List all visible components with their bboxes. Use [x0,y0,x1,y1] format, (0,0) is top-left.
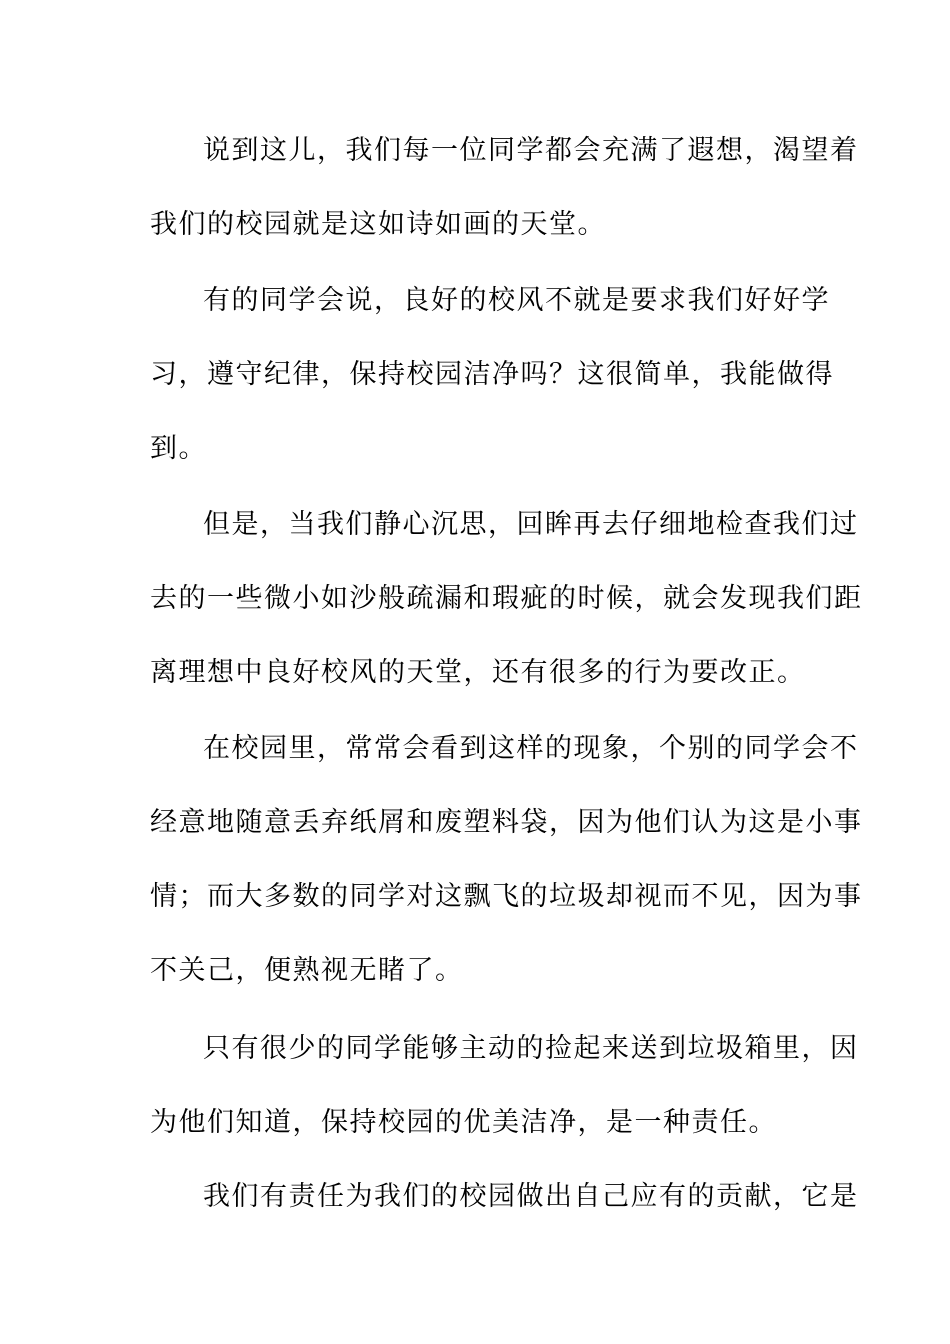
paragraph-4-line-3: 情；而大多数的同学对这飘飞的垃圾却视而不见，因为事 [150,881,863,912]
paragraph-6-line-1: 我们有责任为我们的校园做出自己应有的贡献，它是 [203,1181,859,1212]
paragraph-1-line-1: 说到这儿，我们每一位同学都会充满了遐想，渴望着 [203,135,859,166]
paragraph-4-line-4: 不关己，便熟视无睹了。 [150,955,464,986]
paragraph-3-line-1: 但是，当我们静心沉思，回眸再去仔细地检查我们过 [203,509,859,540]
paragraph-5-line-1: 只有很少的同学能够主动的捡起来送到垃圾箱里，因 [203,1033,859,1064]
paragraph-2-line-3: 到。 [150,433,207,464]
paragraph-3-line-3: 离理想中良好校风的天堂，还有很多的行为要改正。 [150,657,806,688]
paragraph-1-line-2: 我们的校园就是这如诗如画的天堂。 [150,209,606,240]
paragraph-2-line-2: 习，遵守纪律，保持校园洁净吗？这很简单，我能做得 [150,359,834,390]
paragraph-4-line-2: 经意地随意丢弃纸屑和废塑料袋，因为他们认为这是小事 [150,807,863,838]
paragraph-3-line-2: 去的一些微小如沙般疏漏和瑕疵的时候，就会发现我们距 [150,583,863,614]
paragraph-5-line-2: 为他们知道，保持校园的优美洁净，是一种责任。 [150,1107,777,1138]
paragraph-2-line-1: 有的同学会说，良好的校风不就是要求我们好好学 [203,285,830,316]
paragraph-4-line-1: 在校园里，常常会看到这样的现象，个别的同学会不 [203,733,859,764]
